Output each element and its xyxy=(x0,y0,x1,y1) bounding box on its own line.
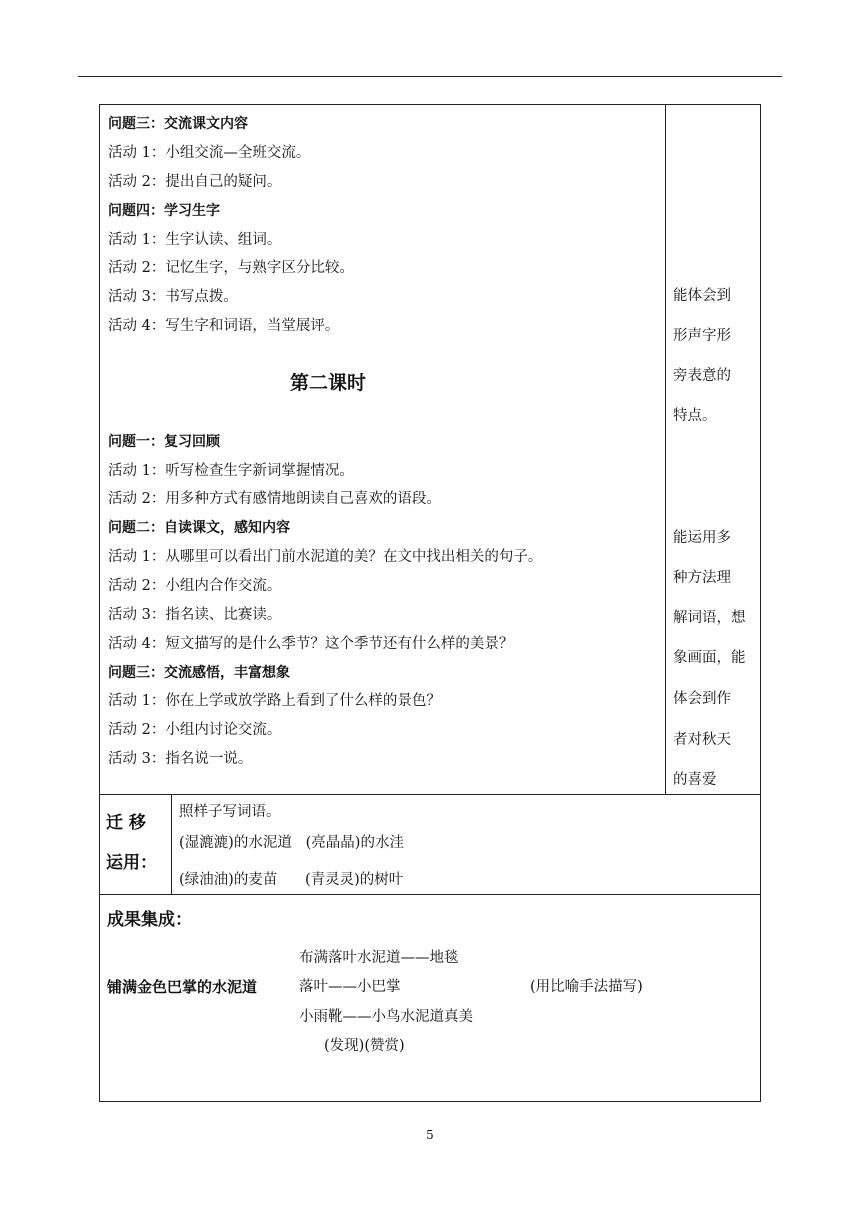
page-number: 5 xyxy=(426,1128,434,1142)
activity-item: 活动 3：指名说一说。 xyxy=(108,751,253,767)
activity-item: 活动 4：短文描写的是什么季节？这个季节还有什么样的美景？ xyxy=(108,636,514,652)
transfer-instruction: 照样子写词语。 xyxy=(179,804,281,820)
results-note: (用比喻手法描写) xyxy=(530,979,643,995)
activity-item: 活动 2：小组内合作交流。 xyxy=(108,578,282,594)
question-title: 问题二：自读课文，感知内容 xyxy=(108,520,290,536)
transfer-exercise: (湿漉漉)的水泥道 (亮晶晶)的水洼 xyxy=(179,835,404,851)
question-title: 问题三：交流课文内容 xyxy=(108,116,248,132)
question-title: 问题三：交流感悟，丰富想象 xyxy=(108,665,290,681)
lesson-heading: 第二课时 xyxy=(290,372,367,394)
activity-item: 活动 3：指名读、比赛读。 xyxy=(108,607,282,623)
goal-line: 体会到作 xyxy=(673,691,731,707)
goal-line: 旁表意的 xyxy=(673,368,731,384)
goal-line: 解词语，想 xyxy=(673,610,746,626)
results-line: 布满落叶水泥道——地毯 xyxy=(299,950,459,966)
activity-item: 活动 2：提出自己的疑问。 xyxy=(108,174,282,190)
goal-line: 特点。 xyxy=(673,408,717,424)
results-line: 落叶——小巴掌 xyxy=(299,979,401,995)
question-title: 问题四：学习生字 xyxy=(108,203,220,219)
goal-line: 种方法理 xyxy=(673,570,731,586)
table-divider-horizontal xyxy=(99,794,761,795)
goal-line: 形声字形 xyxy=(673,328,731,344)
goal-line: 的喜爱 xyxy=(673,772,717,788)
activity-item: 活动 1：生字认读、组词。 xyxy=(108,232,282,248)
goal-line: 能体会到 xyxy=(673,288,731,304)
transfer-label: 运用： xyxy=(106,853,157,873)
results-title: 成果集成： xyxy=(107,910,192,930)
goal-line: 象画面，能 xyxy=(673,650,746,666)
activity-item: 活动 1：从哪里可以看出门前水泥道的美？在文中找出相关的句子。 xyxy=(108,549,543,565)
activity-item: 活动 4：写生字和词语，当堂展评。 xyxy=(108,318,340,334)
activity-item: 活动 2：记忆生字，与熟字区分比较。 xyxy=(108,260,354,276)
goal-line: 者对秋天 xyxy=(673,732,731,748)
transfer-exercise: (绿油油)的麦苗 (青灵灵)的树叶 xyxy=(179,872,404,888)
activity-item: 活动 2：小组内讨论交流。 xyxy=(108,722,282,738)
activity-item: 活动 3：书写点拨。 xyxy=(108,289,238,305)
table-divider-vertical xyxy=(665,104,666,795)
transfer-label-divider xyxy=(171,794,172,895)
transfer-label: 迁 移 xyxy=(106,813,146,833)
results-divider xyxy=(99,894,761,895)
results-line: (发现)(赞赏) xyxy=(324,1038,405,1054)
activity-item: 活动 1：听写检查生字新词掌握情况。 xyxy=(108,463,354,479)
results-line: 小雨靴——小鸟水泥道真美 xyxy=(299,1009,473,1025)
activity-item: 活动 1：你在上学或放学路上看到了什么样的景色？ xyxy=(108,693,441,709)
header-rule xyxy=(78,76,782,77)
activity-item: 活动 2：用多种方式有感情地朗读自己喜欢的语段。 xyxy=(108,491,441,507)
results-main-label: 铺满金色巴掌的水泥道 xyxy=(107,978,258,996)
activity-item: 活动 1：小组交流—全班交流。 xyxy=(108,145,311,161)
goal-line: 能运用多 xyxy=(673,530,731,546)
question-title: 问题一：复习回顾 xyxy=(108,434,220,450)
